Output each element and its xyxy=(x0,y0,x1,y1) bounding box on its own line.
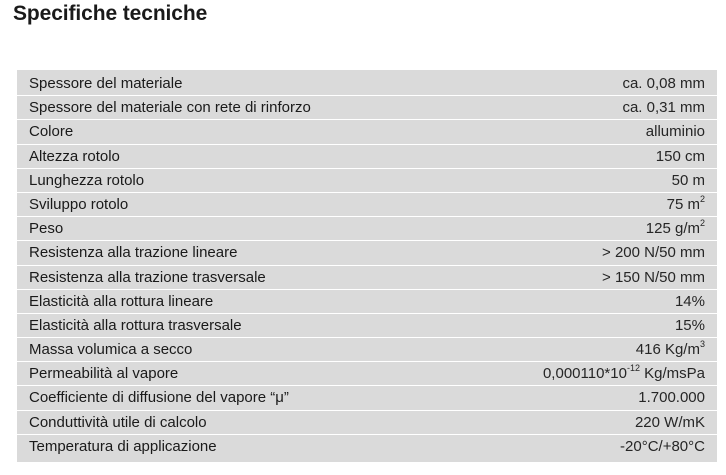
table-row xyxy=(17,338,717,362)
table-row xyxy=(17,435,717,459)
spec-label: Peso xyxy=(29,220,64,238)
table-row xyxy=(17,72,717,96)
page-title: Specifiche tecniche xyxy=(13,2,208,25)
table-row xyxy=(17,411,717,435)
table-row xyxy=(17,386,717,410)
value-superscript: 3 xyxy=(699,339,705,350)
spec-value: 14% xyxy=(674,292,705,310)
spec-table xyxy=(17,70,717,462)
spec-label: Conduttività utile di calcolo xyxy=(29,413,207,431)
spec-rows xyxy=(17,72,717,459)
table-row xyxy=(17,241,717,265)
spec-label: Spessore del materiale xyxy=(29,75,183,92)
table-row xyxy=(17,217,717,241)
table-row xyxy=(17,145,717,169)
spec-value: ca. 0,31 mm xyxy=(622,99,705,117)
spec-label: Coefficiente di diffusione del vapore “μ” xyxy=(29,389,289,407)
spec-label: Massa volumica a secco xyxy=(29,341,193,359)
table-row xyxy=(17,96,717,120)
table-row xyxy=(17,120,717,144)
spec-label: Temperatura di applicazione xyxy=(29,437,217,455)
spec-value: 15% xyxy=(674,316,705,334)
spec-label: Colore xyxy=(29,123,74,141)
spec-label: Spessore del materiale con rete di rinforzo xyxy=(29,99,311,117)
spec-value: 1.700.000 xyxy=(638,389,705,407)
spec-label: Elasticità alla rottura trasversale xyxy=(29,316,242,334)
spec-value: ca. 0,08 mm xyxy=(622,75,705,92)
value-superscript: 2 xyxy=(699,193,705,204)
spec-value: > 200 N/50 mm xyxy=(602,244,705,262)
spec-label: Permeabilità al vapore xyxy=(29,365,179,383)
spec-value: alluminio xyxy=(645,123,705,141)
spec-label: Sviluppo rotolo xyxy=(29,195,129,213)
table-row xyxy=(17,314,717,338)
table-row xyxy=(17,266,717,290)
spec-value: 416 $Kg/m^3$ xyxy=(635,339,705,359)
table-row xyxy=(17,193,717,217)
value-superscript: -12 xyxy=(626,363,640,374)
spec-value: $0,000110*10^{-12}$ Kg/msPa xyxy=(542,363,705,383)
table-row xyxy=(17,290,717,314)
spec-label: Altezza rotolo xyxy=(29,147,120,165)
spec-value: 50 m xyxy=(671,171,705,189)
value-superscript: 2 xyxy=(699,218,705,229)
spec-value: 220 W/mK xyxy=(634,413,705,431)
spec-value: > 150 N/50 mm xyxy=(602,268,705,286)
table-row xyxy=(17,362,717,386)
table-row xyxy=(17,169,717,193)
spec-value: 75 $m^2$ xyxy=(666,193,705,213)
spec-label: Resistenza alla trazione lineare xyxy=(29,244,238,262)
spec-value: 125 $g/m^2$ xyxy=(645,218,705,238)
spec-value: 150 cm xyxy=(655,147,705,165)
spec-label: Elasticità alla rottura lineare xyxy=(29,292,214,310)
spec-label: Lunghezza rotolo xyxy=(29,171,145,189)
spec-label: Resistenza alla trazione trasversale xyxy=(29,268,266,286)
spec-value: -20°C/+80°C xyxy=(620,437,705,455)
